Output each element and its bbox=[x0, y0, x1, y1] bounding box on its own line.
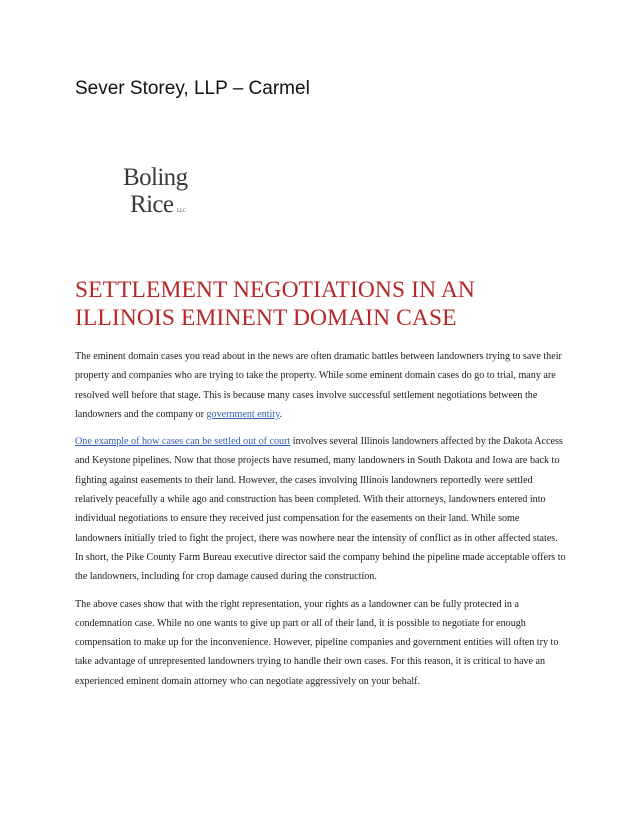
government-entity-link[interactable]: government entity bbox=[206, 408, 280, 420]
settled-out-of-court-link[interactable]: One example of how cases can be settled out of court bbox=[75, 436, 291, 448]
paragraph-3: The above cases show that with the right representation, your rights as a landowner can be fully protected in a condemnation case. While no one wants to give up part or all of their land, it is possible to negotiate for enough compensation to make up for the inconvenience. However, pipeline companies and government entities will often try to take advantage of unrepresented landowners trying to handle their own cases. For this reason, it is critical to have an experienced eminent domain attorney who can negotiate aggressively on your behalf. bbox=[75, 598, 559, 687]
paragraph-1 bbox=[75, 347, 567, 424]
logo-graphic bbox=[120, 160, 200, 222]
article-headline: SETTLEMENT NEGOTIATIONS IN AN ILLINOIS EMINENT DOMAIN CASE bbox=[75, 277, 475, 331]
paragraph-2-text: involves several Illinois landowners affected by the Dakota Access and Keystone pipelines. Now that those projects have resumed, many landowners in South Dakota and Iowa are back to fighting against easements to their land. However, the cases involving Illinois landowners reportedly were settled relatively peacefully a while ago and construction has been completed. With their attorneys, landowners entered into individual negotiations to ensure they received just compensation for the easements on their land. While some landowners initially tried to fight the project, there was nowhere near the intensity of conflict as in other affected states. In short, the Pike County Farm Bureau executive director said the company behind the pipeline made acceptable offers to the landowners, including for crop damage caused during the construction. bbox=[75, 436, 566, 583]
paragraph-1-text: The eminent domain cases you read about in the news are often dramatic battles between landowners trying to save their property and companies who are trying to take the property. While some eminent domain cases do go to trial, many are resolved well before that stage. This is because many cases involve successful settlement negotiations between the landowners and the company or bbox=[75, 351, 562, 420]
firm-name: Sever Storey, LLP – Carmel bbox=[75, 78, 310, 99]
logo-suffix: LLC bbox=[177, 209, 187, 214]
logo-line-2: Rice bbox=[130, 191, 174, 218]
paragraph-1-end: . bbox=[279, 408, 283, 420]
boling-rice-logo bbox=[120, 160, 200, 222]
paragraph-2 bbox=[75, 432, 567, 586]
logo-line-1: Boling bbox=[123, 164, 188, 191]
article-body bbox=[75, 347, 567, 691]
